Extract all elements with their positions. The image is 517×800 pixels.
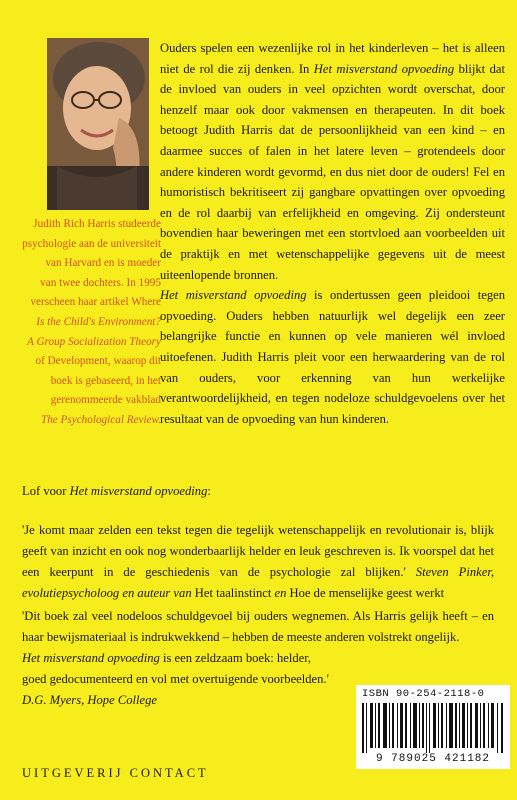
blurb-text: blijkt dat de invloed van ouders in veel opzichten wordt overschat, door henzelf maar ook door vakmensen en therapeuten. In dit boek betoogt Judith Harris dat de persoonlijkheid van een kind – en daarmee succes of falen in het latere leven – grotendeels door andere kinderen wordt gevormd, en dus niet door de ouders! Fel en humoristisch bekritiseert zij gangbare opvattingen over opvoeding en de rol daarbij van erfelijkheid en omgeving. Zij ondersteunt bovendien haar beweringen met een stortvloed aan voorbeelden uit de praktijk en met wetenschappelijke gegevens uit de meest uiteenlopende bronnen. (160, 61, 505, 282)
book-title: Het misverstand opvoeding (313, 61, 455, 76)
author-bio (12, 215, 161, 431)
quote-attribution: Steven Pinker, evolutiepsycholoog en auteur van (22, 565, 494, 600)
bio-line (12, 411, 161, 431)
bio-line (12, 293, 161, 313)
bio-line (12, 313, 161, 333)
book-title: Het misverstand opvoeding (160, 288, 307, 303)
bio-line: gerenommeerde vakblad (50, 394, 161, 407)
quote-book-title: Hoe de menselijke geest werkt (286, 586, 445, 600)
author-photo (47, 38, 149, 210)
ean-number: 9 789025 421182 (375, 753, 491, 765)
blurb-paragraph-2 (160, 285, 505, 429)
quote-body: is een zeldzaam boek: helder, goed gedocumenteerd en vol met overtuigende voorbeelden.' (22, 651, 329, 686)
bio-line: boek is gebaseerd, in het (50, 374, 161, 387)
bio-line: van twee dochters. In 1995 (40, 276, 161, 289)
bio-line: psychologie aan de universiteit (22, 237, 161, 250)
publisher-name: UITGEVERIJ CONTACT (22, 766, 209, 780)
book-title: Het misverstand opvoeding (22, 651, 160, 665)
quote-body: 'Dit boek zal veel nodeloos schuldgevoel bij ouders wegnemen. Als Harris gelijk heeft – en haar bewijsmateriaal is indrukwekkend – hebben de meeste anderen volstrekt ongelijk. (22, 609, 494, 644)
quote-pinker (22, 520, 494, 604)
blurb (160, 38, 505, 429)
book-title: Het misverstand opvoeding (69, 484, 208, 498)
quote-attribution: D.G. Myers, Hope College (22, 693, 158, 707)
bio-line-italic: Is the Child's Environment? (36, 315, 161, 328)
isbn-text: ISBN 90-254-2118-0 (362, 688, 485, 700)
bio-line: Judith Rich Harris studeerde (33, 218, 161, 230)
barcode-box (356, 685, 510, 769)
barcode (362, 703, 504, 753)
praise-heading-colon: : (207, 484, 211, 498)
praise-heading-text: Lof voor (22, 484, 70, 498)
bio-line-italic: The Psychological Review. (40, 413, 161, 426)
blurb-text: Ouders spelen een wezenlijke rol in het kinderleven – het is alleen niet de rol die zij denken. In (160, 41, 505, 76)
quote-text (22, 520, 494, 604)
quote-text (22, 606, 494, 648)
author-portrait (47, 38, 149, 210)
blurb-text: is ondertussen geen pleidooi tegen opvoeding. Ouders hebben natuurlijk wel degelijk een zeer belangrijke functie en kunnen op vele manieren wél invloed uitoefenen. Judith Harris pleit voor een herwaardering van de rol van ouders, voor erkenning van hun werkelijke verantwoordelijkheid, en tegen nodeloze schuldgevoelens over het resultaat van de opvoeding van hun kinderen. (160, 288, 505, 426)
bio-line: van Harvard en is moeder (45, 257, 161, 270)
praise-heading (22, 484, 211, 499)
quote-text (22, 648, 332, 711)
bio-line (12, 333, 161, 353)
blurb-paragraph-1 (160, 38, 505, 285)
quote-book-title: Het taalinstinct (191, 586, 275, 600)
bio-line-italic: A Group Socialization Theory (27, 335, 161, 348)
bio-line: of Development, waarop dit (35, 355, 161, 368)
quote-attribution: en (274, 586, 287, 600)
quote-body: 'Je komt maar zelden een tekst tegen die tegelijk wetenschappelijk en revolutionair is, blijk geeft van inzicht en ook nog wonderbaarlijk helder en leuk geschreven is. Ik voorspel dat het een keerpunt in de geschiedenis van de psychologie zal blijken.' (22, 523, 494, 579)
bio-line-text: verscheen haar artikel Where (30, 296, 161, 309)
